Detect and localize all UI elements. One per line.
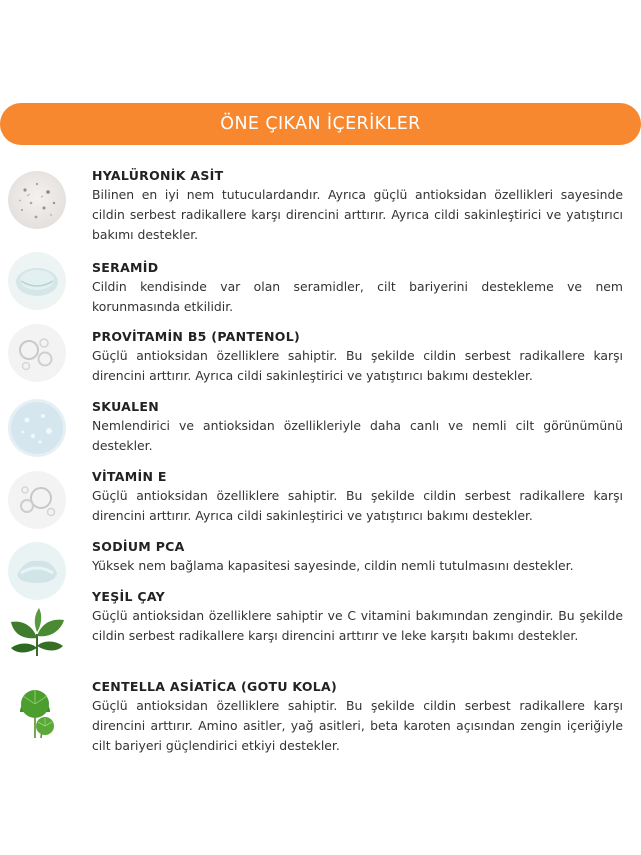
- ingredient-description: Güçlü antioksidan özelliklere sahiptir ve C vitamini bakımından zengindir. Bu şekilde cildin serbest radikallere karşı direncini arttırır ve leke karşıtı bakımı destekler.: [92, 608, 623, 643]
- ingredient-name: PROVİTAMİN B5 (PANTENOL): [92, 329, 301, 344]
- ingredient-description: Cildin kendisinde var olan seramidler, cilt bariyerini destekleme ve nem korunmasında etkilidir.: [92, 279, 623, 314]
- ingredient-description: Güçlü antioksidan özelliklere sahiptir. Bu şekilde cildin serbest radikallere karşı direncini arttırır. Amino asitler, yağ asitleri, beta karoten açısından zengin içeriğiyle cilt bariyeri güçlendirici etkiyi destekler.: [92, 698, 623, 753]
- centella-leaves-icon: [7, 682, 67, 742]
- ingredient-description: Yüksek nem bağlama kapasitesi sayesinde, cildin nemli tutulmasını destekler.: [92, 558, 574, 573]
- section-header-banner: [0, 103, 641, 145]
- ingredient-name: VİTAMİN E: [92, 469, 167, 484]
- ceramide-gel-icon: [7, 251, 67, 311]
- ingredient-description: Güçlü antioksidan özelliklere sahiptir. Bu şekilde cildin serbest radikallere karşı direncini arttırır. Ayrıca cildi sakinleştirici ve yatıştırıcı bakımı destekler.: [92, 348, 623, 383]
- panthenol-bubbles-icon: [7, 323, 67, 383]
- section-title: ÖNE ÇIKAN İÇERİKLER: [220, 114, 421, 134]
- green-tea-leaves-icon: [7, 604, 67, 664]
- ingredient-name: SERAMİD: [92, 260, 159, 275]
- ingredient-name: SKUALEN: [92, 399, 159, 414]
- ingredient-description: Bilinen en iyi nem tutuculardandır. Ayrıca güçlü antioksidan özellikleri sayesinde cildin serbest radikallere karşı direncini arttırır. Ayrıca cildi sakinleştirici ve yatıştırıcı bakımı destekler.: [92, 187, 623, 242]
- ingredient-description: Güçlü antioksidan özelliklere sahiptir. Bu şekilde cildin serbest radikallere karşı direncini arttırır. Ayrıca cildi sakinleştirici ve yatıştırıcı bakımı destekler.: [92, 488, 623, 523]
- hyaluronic-acid-texture-icon: [7, 170, 67, 230]
- vitamin-e-bubbles-icon: [7, 470, 67, 530]
- ingredient-name: YEŞİL ÇAY: [92, 589, 165, 604]
- ingredient-name: HYALÜRONİK ASİT: [92, 168, 224, 183]
- ingredient-description: Nemlendirici ve antioksidan özellikleriyle daha canlı ve nemli cilt görünümünü destekler.: [92, 418, 623, 453]
- ingredient-name: SODİUM PCA: [92, 539, 185, 554]
- ingredient-name: CENTELLA ASİATİCA (GOTU KOLA): [92, 679, 338, 694]
- squalane-gel-icon: [7, 398, 67, 458]
- sodium-pca-gel-icon: [7, 541, 67, 601]
